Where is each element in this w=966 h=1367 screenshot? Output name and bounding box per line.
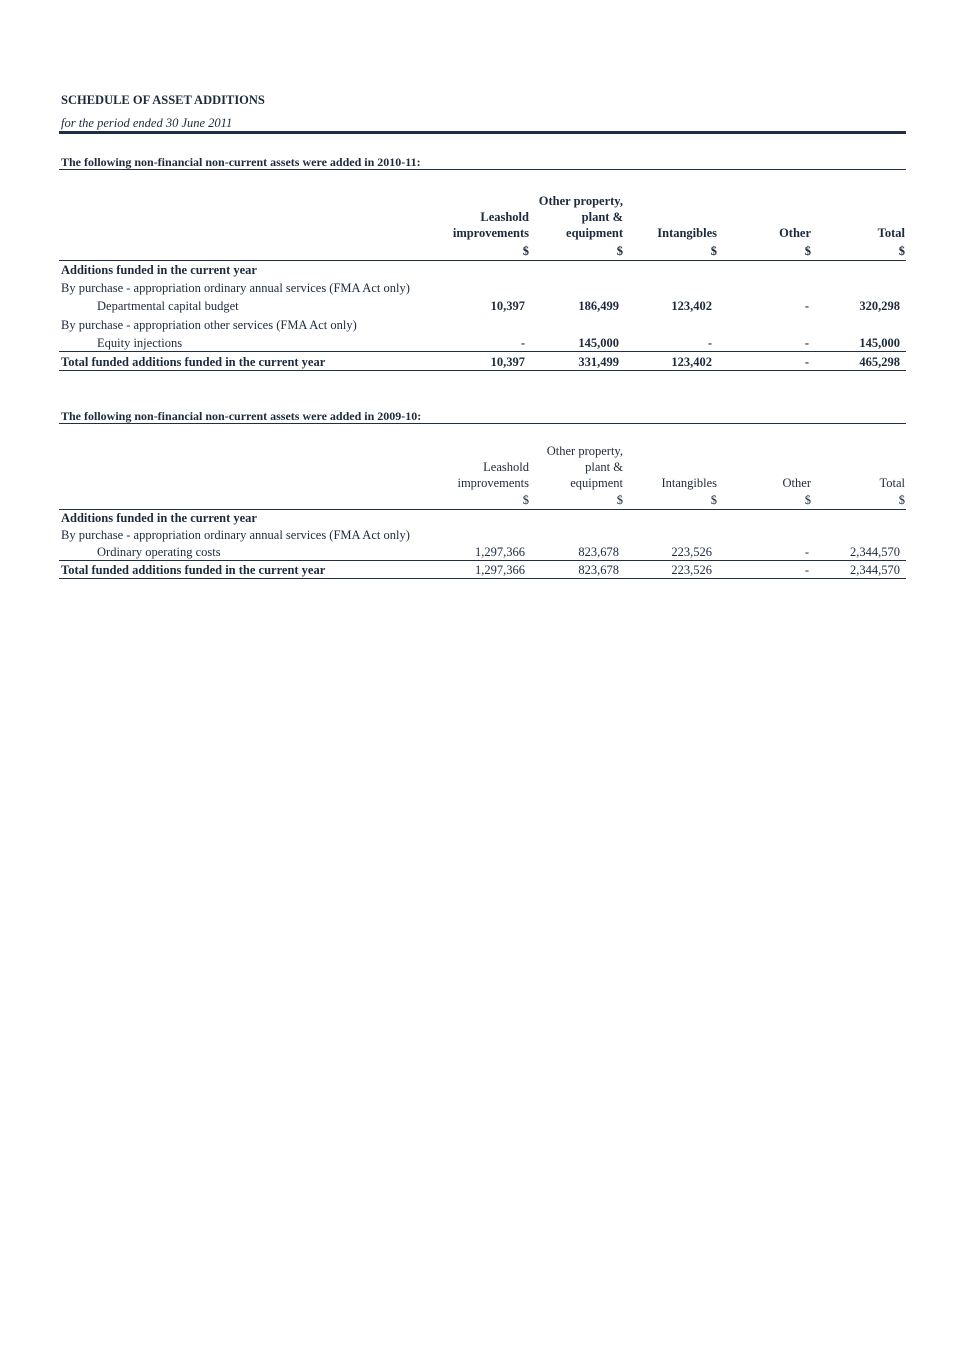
header-rule	[59, 260, 906, 261]
col-header-total	[879, 475, 905, 491]
col-header-other-ppe	[539, 193, 623, 241]
total-cell: 823,678	[578, 563, 619, 577]
group-label: By purchase - appropriation other services (FMA Act only)	[61, 318, 357, 332]
heading-rule	[59, 423, 906, 424]
total-cell: 10,397	[490, 355, 525, 369]
col-header-line: Intangibles	[657, 226, 717, 240]
group-label: By purchase - appropriation ordinary annual services (FMA Act only)	[61, 528, 410, 542]
col-header-line: plant &	[581, 210, 623, 224]
row-label-departmental-capital-budget: Departmental capital budget	[97, 299, 239, 313]
col-header-line: equipment	[566, 226, 623, 240]
row-label-ordinary-operating-costs: Ordinary operating costs	[97, 545, 221, 559]
col-header-other	[783, 475, 811, 491]
title-rule	[59, 131, 906, 134]
table-cell: 823,678	[578, 545, 619, 559]
table-heading: The following non-financial non-current assets were added in 2010-11:	[61, 155, 421, 169]
unit-label: $	[616, 493, 623, 507]
header-rule	[59, 509, 906, 510]
table-cell: 145,000	[859, 336, 900, 350]
total-row-label: Total funded additions funded in the current year	[61, 355, 326, 369]
unit-label: $	[616, 244, 623, 258]
unit-label: $	[898, 244, 905, 258]
col-header-other-ppe	[547, 443, 623, 491]
total-bottom-rule	[59, 578, 906, 579]
total-top-rule	[59, 560, 906, 561]
col-header-line: equipment	[570, 476, 623, 490]
total-cell: 123,402	[671, 355, 712, 369]
table-cell: -	[804, 336, 809, 350]
table-cell: -	[707, 336, 712, 350]
table-heading: The following non-financial non-current assets were added in 2009-10:	[61, 409, 422, 423]
total-cell: -	[804, 355, 809, 369]
col-header-line: Intangibles	[661, 476, 717, 490]
col-header-line: Total	[877, 226, 905, 240]
col-header-leasehold	[457, 459, 529, 491]
table-cell: 1,297,366	[475, 545, 525, 559]
table-cell: 320,298	[859, 299, 900, 313]
table-cell: 186,499	[578, 299, 619, 313]
col-header-line: Other property,	[538, 194, 623, 208]
table-cell: 145,000	[578, 336, 619, 350]
heading-rule	[59, 169, 906, 170]
col-header-line: Other	[782, 476, 811, 490]
table-cell: 223,526	[671, 545, 712, 559]
total-cell: 2,344,570	[850, 563, 900, 577]
total-row-label: Total funded additions funded in the current year	[61, 563, 326, 577]
unit-label: $	[522, 244, 529, 258]
row-label-equity-injections: Equity injections	[97, 336, 183, 350]
col-header-line: plant &	[585, 460, 623, 474]
table-cell: 2,344,570	[850, 545, 900, 559]
col-header-line: Other	[779, 226, 811, 240]
col-header-leasehold	[453, 209, 529, 241]
unit-label: $	[710, 244, 717, 258]
table-cell: -	[804, 299, 809, 313]
section-label: Additions funded in the current year	[61, 511, 257, 525]
unit-label: $	[804, 493, 811, 507]
total-bottom-rule	[59, 370, 906, 371]
unit-label: $	[898, 493, 905, 507]
total-cell: 465,298	[859, 355, 900, 369]
table-cell: -	[804, 545, 809, 559]
page-subtitle: for the period ended 30 June 2011	[61, 116, 233, 130]
col-header-line: improvements	[457, 476, 529, 490]
col-header-line: Leashold	[480, 210, 529, 224]
col-header-total	[878, 225, 905, 241]
col-header-intangibles	[661, 475, 717, 491]
col-header-line: improvements	[452, 226, 529, 240]
section-label: Additions funded in the current year	[61, 263, 257, 277]
total-cell: 1,297,366	[475, 563, 525, 577]
col-header-intangibles	[657, 225, 717, 241]
col-header-line: Total	[879, 476, 905, 490]
table-cell: 10,397	[490, 299, 525, 313]
unit-label: $	[522, 493, 529, 507]
col-header-other	[779, 225, 811, 241]
group-label: By purchase - appropriation ordinary annual services (FMA Act only)	[61, 281, 410, 295]
col-header-line: Leashold	[483, 460, 529, 474]
col-header-line: Other property,	[546, 444, 623, 458]
unit-label: $	[710, 493, 717, 507]
total-cell: -	[804, 563, 809, 577]
page-title: SCHEDULE OF ASSET ADDITIONS	[61, 93, 265, 107]
table-cell: -	[520, 336, 525, 350]
unit-label: $	[804, 244, 811, 258]
total-cell: 331,499	[578, 355, 619, 369]
total-top-rule	[59, 351, 906, 352]
table-cell: 123,402	[671, 299, 712, 313]
total-cell: 223,526	[671, 563, 712, 577]
